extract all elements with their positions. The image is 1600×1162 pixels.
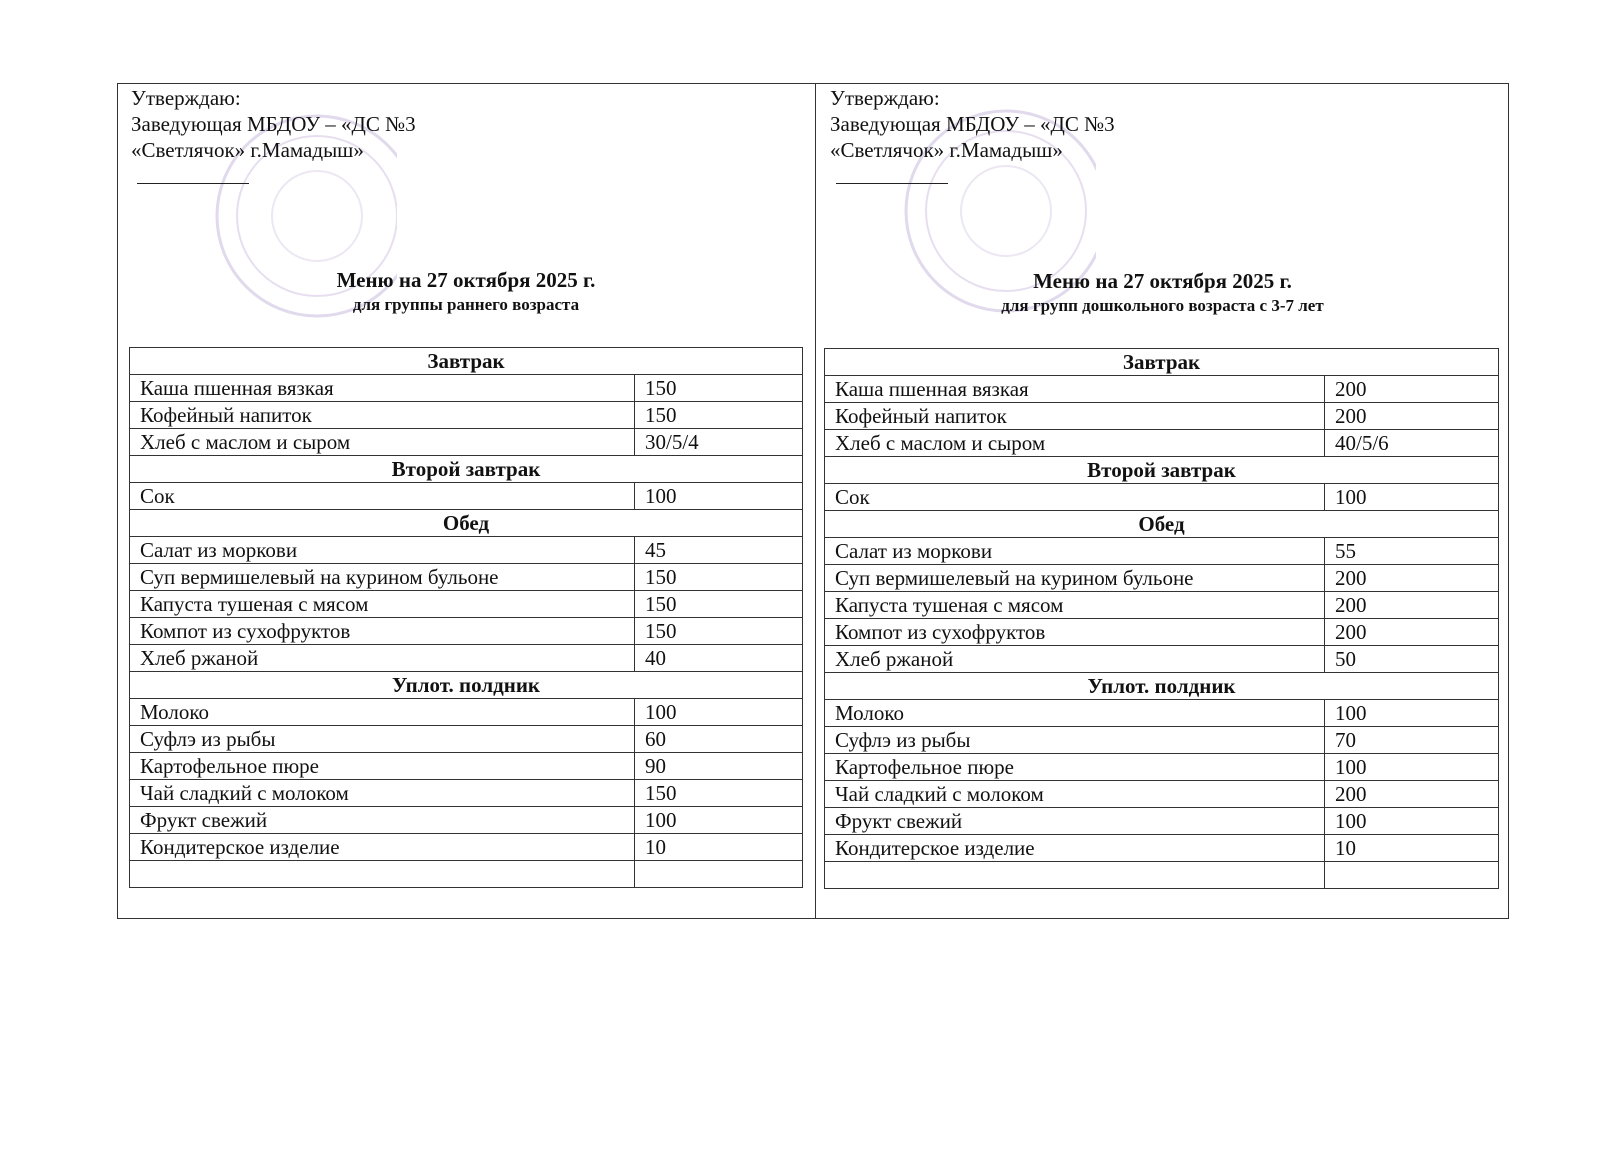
table-row [825, 403, 1499, 430]
approval-block [830, 85, 1115, 163]
portion-size: 50 [1325, 646, 1499, 673]
dish-name: Чай сладкий с молоком [825, 781, 1325, 808]
section-row [825, 457, 1499, 484]
dish-name: Хлеб с маслом и сыром [130, 429, 635, 456]
portion-size: 100 [1325, 754, 1499, 781]
portion-size: 10 [1325, 835, 1499, 862]
empty-row [130, 861, 803, 888]
portion-size: 100 [635, 699, 803, 726]
menu-table [824, 348, 1499, 889]
signature-line [137, 183, 249, 184]
portion-size: 70 [1325, 727, 1499, 754]
table-row [825, 430, 1499, 457]
table-row [825, 484, 1499, 511]
menu-title: Меню на 27 октября 2025 г. [1033, 269, 1292, 293]
section-heading: Завтрак [825, 349, 1499, 376]
dish-name: Салат из моркови [130, 537, 635, 564]
portion-size: 90 [635, 753, 803, 780]
empty-cell [130, 861, 635, 888]
table-row [130, 645, 803, 672]
section-heading: Уплот. полдник [825, 673, 1499, 700]
dish-name: Каша пшенная вязкая [130, 375, 635, 402]
portion-size: 10 [635, 834, 803, 861]
dish-name: Кондитерское изделие [130, 834, 635, 861]
dish-name: Суфлэ из рыбы [825, 727, 1325, 754]
table-row [825, 754, 1499, 781]
table-row [130, 537, 803, 564]
dish-name: Компот из сухофруктов [130, 618, 635, 645]
section-row [130, 672, 803, 699]
portion-size: 150 [635, 618, 803, 645]
empty-cell [635, 861, 803, 888]
portion-size: 200 [1325, 592, 1499, 619]
portion-size: 150 [635, 591, 803, 618]
dish-name: Картофельное пюре [130, 753, 635, 780]
signature-line [836, 183, 948, 184]
section-row [130, 510, 803, 537]
portion-size: 200 [1325, 403, 1499, 430]
portion-size: 55 [1325, 538, 1499, 565]
dish-name: Компот из сухофруктов [825, 619, 1325, 646]
table-row [825, 538, 1499, 565]
dish-name: Салат из моркови [825, 538, 1325, 565]
table-row [825, 700, 1499, 727]
table-row [825, 808, 1499, 835]
section-row [825, 511, 1499, 538]
table-row [825, 781, 1499, 808]
dish-name: Фрукт свежий [130, 807, 635, 834]
table-row [130, 402, 803, 429]
section-heading: Уплот. полдник [130, 672, 803, 699]
section-row [825, 673, 1499, 700]
approval-line-3: «Светлячок» г.Мамадыш» [830, 138, 1063, 162]
portion-size: 40/5/6 [1325, 430, 1499, 457]
dish-name: Суп вермишелевый на курином бульоне [130, 564, 635, 591]
table-row [130, 699, 803, 726]
menu-heading [117, 267, 815, 317]
dish-name: Молоко [130, 699, 635, 726]
portion-size: 100 [1325, 808, 1499, 835]
section-heading: Второй завтрак [825, 457, 1499, 484]
approval-line-1: Утверждаю: [131, 86, 241, 110]
dish-name: Хлеб с маслом и сыром [825, 430, 1325, 457]
menu-subtitle: для группы раннего возраста [352, 295, 580, 314]
portion-size: 45 [635, 537, 803, 564]
portion-size: 200 [1325, 376, 1499, 403]
dish-name: Капуста тушеная с мясом [825, 592, 1325, 619]
approval-line-2: Заведующая МБДОУ – «ДС №3 [830, 112, 1115, 136]
menu-table [129, 347, 803, 888]
table-row [825, 376, 1499, 403]
menu-title: Меню на 27 октября 2025 г. [336, 268, 596, 292]
dish-name: Чай сладкий с молоком [130, 780, 635, 807]
menu-panel-preschool [816, 83, 1509, 919]
dish-name: Кофейный напиток [130, 402, 635, 429]
section-row [130, 456, 803, 483]
menu-heading [816, 268, 1509, 318]
table-row [825, 592, 1499, 619]
table-row [130, 591, 803, 618]
table-row [130, 780, 803, 807]
portion-size: 100 [1325, 484, 1499, 511]
approval-line-3: «Светлячок» г.Мамадыш» [131, 138, 364, 162]
table-row [825, 727, 1499, 754]
dish-name: Каша пшенная вязкая [825, 376, 1325, 403]
menu-subtitle: для групп дошкольного возраста с 3-7 лет [1001, 296, 1324, 315]
section-heading: Обед [825, 511, 1499, 538]
empty-cell [825, 862, 1325, 889]
approval-line-1: Утверждаю: [830, 86, 940, 110]
dish-name: Капуста тушеная с мясом [130, 591, 635, 618]
table-row [130, 375, 803, 402]
dish-name: Фрукт свежий [825, 808, 1325, 835]
menu-panel-early-age [117, 83, 815, 919]
dish-name: Картофельное пюре [825, 754, 1325, 781]
dish-name: Хлеб ржаной [130, 645, 635, 672]
table-row [825, 619, 1499, 646]
portion-size: 100 [635, 807, 803, 834]
approval-block [131, 85, 416, 163]
table-row [130, 618, 803, 645]
table-row [825, 565, 1499, 592]
portion-size: 150 [635, 564, 803, 591]
table-row [130, 726, 803, 753]
portion-size: 100 [1325, 700, 1499, 727]
portion-size: 100 [635, 483, 803, 510]
dish-name: Кофейный напиток [825, 403, 1325, 430]
portion-size: 60 [635, 726, 803, 753]
section-row [130, 348, 803, 375]
table-row [130, 807, 803, 834]
table-row [825, 646, 1499, 673]
portion-size: 200 [1325, 565, 1499, 592]
dish-name: Сок [825, 484, 1325, 511]
portion-size: 150 [635, 375, 803, 402]
section-heading: Обед [130, 510, 803, 537]
section-heading: Завтрак [130, 348, 803, 375]
section-heading: Второй завтрак [130, 456, 803, 483]
approval-line-2: Заведующая МБДОУ – «ДС №3 [131, 112, 416, 136]
table-row [130, 564, 803, 591]
dish-name: Сок [130, 483, 635, 510]
empty-row [825, 862, 1499, 889]
portion-size: 200 [1325, 781, 1499, 808]
table-row [130, 834, 803, 861]
dish-name: Суп вермишелевый на курином бульоне [825, 565, 1325, 592]
dish-name: Кондитерское изделие [825, 835, 1325, 862]
portion-size: 200 [1325, 619, 1499, 646]
portion-size: 30/5/4 [635, 429, 803, 456]
dish-name: Суфлэ из рыбы [130, 726, 635, 753]
empty-cell [1325, 862, 1499, 889]
section-row [825, 349, 1499, 376]
dish-name: Хлеб ржаной [825, 646, 1325, 673]
table-row [130, 483, 803, 510]
portion-size: 150 [635, 402, 803, 429]
portion-size: 150 [635, 780, 803, 807]
dish-name: Молоко [825, 700, 1325, 727]
table-row [130, 753, 803, 780]
portion-size: 40 [635, 645, 803, 672]
table-row [825, 835, 1499, 862]
table-row [130, 429, 803, 456]
